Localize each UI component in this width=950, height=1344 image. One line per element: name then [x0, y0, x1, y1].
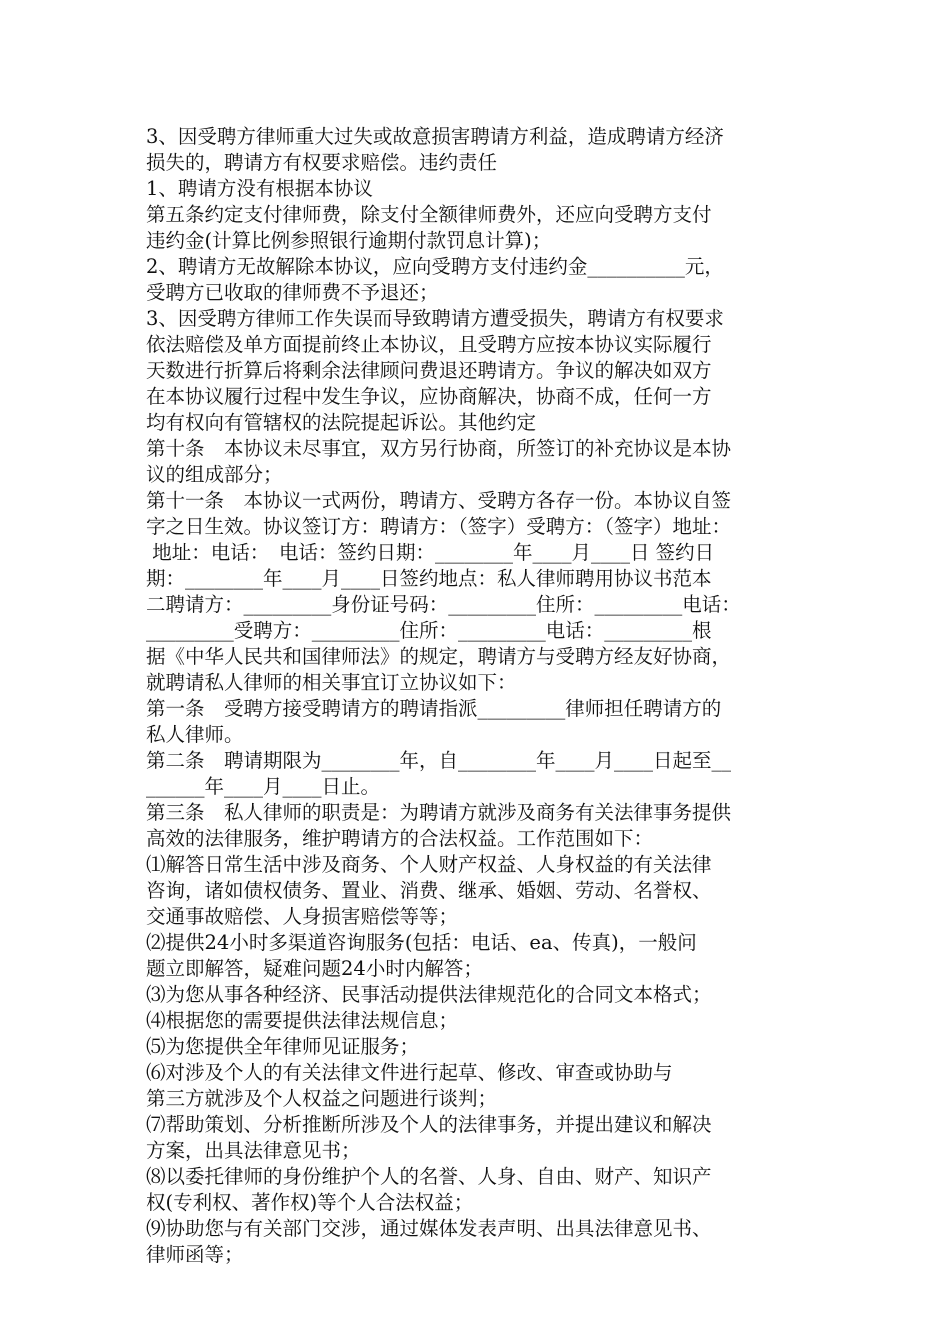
- text-line: 交通事故赔偿、人身损害赔偿等等；: [146, 905, 459, 928]
- text-line: 第十一条 本协议一式两份，聘请方、受聘方各存一份。本协议自签: [146, 489, 732, 512]
- text-line: 据《中华人民共和国律师法》的规定，聘请方与受聘方经友好协商，: [146, 645, 732, 668]
- text-line: _________受聘方：_________住所：_________电话：_________根: [146, 619, 712, 642]
- text-line: 题立即解答，疑难问题24小时内解答；: [146, 957, 483, 980]
- text-line: 违约金(计算比例参照银行逾期付款罚息计算)；: [146, 229, 552, 252]
- text-line: ⑺帮助策划、分析推断所涉及个人的法律事务，并提出建议和解决: [146, 1113, 712, 1136]
- text-line: ⑸为您提供全年律师见证服务；: [146, 1035, 420, 1058]
- text-line: 就聘请私人律师的相关事宜订立协议如下：: [146, 671, 517, 694]
- text-line: 私人律师。: [146, 723, 244, 746]
- text-line: ⑹对涉及个人的有关法律文件进行起草、修改、审查或协助与: [146, 1061, 673, 1084]
- text-line: 第二条 聘请期限为________年，自________年____月____日起至__: [146, 749, 732, 772]
- text-line: 期：________年____月____日签约地点：私人律师聘用协议书范本: [146, 567, 712, 590]
- text-line: 地址：电话： 电话：签约日期：________年____月____日 签约日: [146, 541, 715, 564]
- text-line: 天数进行折算后将剩余法律顾问费退还聘请方。争议的解决如双方: [146, 359, 712, 382]
- text-line: 第一条 受聘方接受聘请方的聘请指派_________律师担任聘请方的: [146, 697, 722, 720]
- text-line: 损失的，聘请方有权要求赔偿。违约责任: [146, 151, 498, 174]
- document-body: [146, 124, 810, 1268]
- text-line: 字之日生效。协议签订方：聘请方：（签字）受聘方：（签字）地址：: [146, 515, 732, 538]
- text-line: ______年____月____日止。: [146, 775, 381, 798]
- text-line: 第五条约定支付律师费，除支付全额律师费外，还应向受聘方支付: [146, 203, 712, 226]
- text-line: 1、聘请方没有根据本协议: [146, 177, 373, 200]
- text-line: 二聘请方：_________身份证号码：_________住所：_________电话：: [146, 593, 741, 616]
- text-line: 权(专利权、著作权)等个人合法权益；: [146, 1191, 474, 1214]
- text-line: ⑻以委托律师的身份维护个人的名誉、人身、自由、财产、知识产: [146, 1165, 712, 1188]
- text-line: 均有权向有管辖权的法院提起诉讼。其他约定: [146, 411, 537, 434]
- text-line: 3、因受聘方律师重大过失或故意损害聘请方利益，造成聘请方经济: [146, 125, 724, 148]
- text-line: 依法赔偿及单方面提前终止本协议，且受聘方应按本协议实际履行: [146, 333, 712, 356]
- text-line: 方案，出具法律意见书；: [146, 1139, 361, 1162]
- text-line: 受聘方已收取的律师费不予退还；: [146, 281, 439, 304]
- text-line: 第三方就涉及个人权益之问题进行谈判；: [146, 1087, 498, 1110]
- text-line: ⑵提供24小时多渠道咨询服务(包括：电话、ea、传真)，一般问: [146, 931, 697, 954]
- text-line: 在本协议履行过程中发生争议，应协商解决，协商不成，任何一方: [146, 385, 712, 408]
- text-line: 2、聘请方无故解除本协议，应向受聘方支付违约金__________元，: [146, 255, 724, 278]
- text-line: ⑶为您从事各种经济、民事活动提供法律规范化的合同文本格式；: [146, 983, 712, 1006]
- text-line: 律师函等；: [146, 1243, 244, 1266]
- text-line: 咨询，诸如债权债务、置业、消费、继承、婚姻、劳动、名誉权、: [146, 879, 712, 902]
- text-line: 3、因受聘方律师工作失误而导致聘请方遭受损失，聘请方有权要求: [146, 307, 724, 330]
- text-line: ⑼协助您与有关部门交涉，通过媒体发表声明、出具法律意见书、: [146, 1217, 712, 1240]
- text-line: 议的组成部分；: [146, 463, 283, 486]
- text-line: 第十条 本协议未尽事宜，双方另行协商，所签订的补充协议是本协: [146, 437, 732, 460]
- text-line: 第三条 私人律师的职责是：为聘请方就涉及商务有关法律事务提供: [146, 801, 732, 824]
- text-line: ⑴解答日常生活中涉及商务、个人财产权益、人身权益的有关法律: [146, 853, 712, 876]
- text-line: ⑷根据您的需要提供法律法规信息；: [146, 1009, 459, 1032]
- text-line: 高效的法律服务，维护聘请方的合法权益。工作范围如下：: [146, 827, 654, 850]
